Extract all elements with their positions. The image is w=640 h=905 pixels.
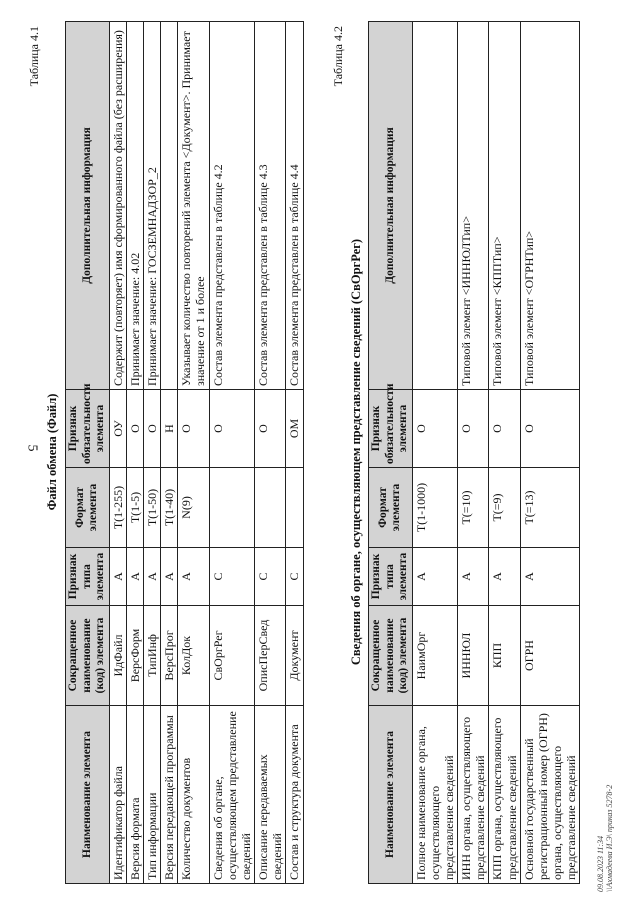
cell: О (412, 390, 457, 468)
cell: ТипИнф (144, 606, 161, 706)
cell: T(1-1000) (412, 468, 457, 548)
footer-line: 09.08.2023 11:34 (595, 835, 605, 892)
header-cell: Сокращенное наименование (код) элемента (369, 606, 413, 706)
cell: С (255, 548, 286, 606)
cell: О (178, 390, 209, 468)
footer-note (596, 785, 615, 892)
cell: ИНН органа, осуществляющего представление сведений (458, 706, 489, 884)
cell: Основной государственный регистрационный номер (ОГРН) органа, осуществляющего представление сведений (520, 706, 580, 884)
cell: ОМ (286, 390, 303, 468)
cell: Документ (286, 606, 303, 706)
table2 (368, 21, 580, 884)
header-cell: Сокращенное наименование (код) элемента (66, 606, 110, 706)
cell: T(=13) (520, 468, 580, 548)
cell: А (412, 548, 457, 606)
table-row (144, 22, 161, 884)
table2-caption: Таблица 4.2 (331, 26, 345, 87)
cell: Н (161, 390, 178, 468)
header-cell: Признак обязательности элемента (66, 390, 110, 468)
table1-caption: Таблица 4.1 (27, 26, 41, 87)
cell: О (520, 390, 580, 468)
table-row (255, 22, 286, 884)
cell: А (458, 548, 489, 606)
table-row (209, 22, 254, 884)
cell: А (161, 548, 178, 606)
cell: T(1-255) (109, 468, 126, 548)
table-row (458, 22, 489, 884)
cell: ИдФайл (109, 606, 126, 706)
cell: Состав элемента представлен в таблице 4.2 (209, 22, 254, 390)
table1 (65, 21, 304, 884)
cell: Количество документов (178, 706, 209, 884)
cell (209, 468, 254, 548)
cell: Состав и структура документа (286, 706, 303, 884)
cell (161, 22, 178, 390)
cell: T(=10) (458, 468, 489, 548)
cell: Указывает количество повторений элемента <Документ>. Принимает значение от 1 и более (178, 22, 209, 390)
page-number: 5 (24, 444, 40, 452)
cell: N(9) (178, 468, 209, 548)
cell: НаимОрг (412, 606, 457, 706)
cell: А (144, 548, 161, 606)
cell: О (255, 390, 286, 468)
table-row (489, 22, 520, 884)
table-row (109, 22, 126, 884)
cell: ОГРН (520, 606, 580, 706)
header-cell: Наименование элемента (369, 706, 413, 884)
header-cell: Формат элемента (369, 468, 413, 548)
header-cell: Наименование элемента (66, 706, 110, 884)
cell: КПП (489, 606, 520, 706)
cell: А (109, 548, 126, 606)
cell: О (458, 390, 489, 468)
header-cell: Дополнительная информация (66, 22, 110, 390)
cell: Содержит (повторяет) имя сформированного файла (без расширения) (109, 22, 126, 390)
table2-header-row (369, 22, 413, 884)
cell: T(1-5) (126, 468, 143, 548)
cell: ИННЮЛ (458, 606, 489, 706)
cell: О (209, 390, 254, 468)
table1-header-row (66, 22, 110, 884)
cell: Состав элемента представлен в таблице 4.4 (286, 22, 303, 390)
table-row (178, 22, 209, 884)
cell: ВерсФорм (126, 606, 143, 706)
table-row (126, 22, 143, 884)
cell: Типовой элемент <ИННЮЛТип> (458, 22, 489, 390)
cell: ОУ (109, 390, 126, 468)
cell: T(1-50) (144, 468, 161, 548)
cell: Тип информации (144, 706, 161, 884)
cell: Типовой элемент <КППТип> (489, 22, 520, 390)
cell (412, 22, 457, 390)
table-row (520, 22, 580, 884)
cell: Принимает значение: 4.02 (126, 22, 143, 390)
cell: Принимает значение: ГОСЗЕМНАДЗОР_2 (144, 22, 161, 390)
cell: Версия передающей программы (161, 706, 178, 884)
table2-title: Сведения об органе, осуществляющем представление сведений (СвОргРег) (349, 238, 363, 666)
header-cell: Признак обязательности элемента (369, 390, 413, 468)
cell: С (286, 548, 303, 606)
cell: Типовой элемент <ОГРНТип> (520, 22, 580, 390)
footer-line: \\Ахмадеева И.Э\ приказ 5278-2 (605, 784, 615, 892)
cell: Состав элемента представлен в таблице 4.3 (255, 22, 286, 390)
cell: ОписПерСвед (255, 606, 286, 706)
table-row (286, 22, 303, 884)
cell: T(1-40) (161, 468, 178, 548)
cell: Идентификатор файла (109, 706, 126, 884)
cell: Сведения об органе, осуществляющем представление сведений (209, 706, 254, 884)
cell: С (209, 548, 254, 606)
cell: КПП органа, осуществляющего представление сведений (489, 706, 520, 884)
cell (286, 468, 303, 548)
cell: Полное наименование органа, осуществляющего представление сведений (412, 706, 457, 884)
table1-title: Файл обмена (Файл) (45, 393, 59, 511)
rotated-page (25, 12, 615, 892)
cell: ВерсПрог (161, 606, 178, 706)
cell: А (489, 548, 520, 606)
cell: А (126, 548, 143, 606)
cell: Описание передаваемых сведений (255, 706, 286, 884)
cell: Версия формата (126, 706, 143, 884)
cell: О (144, 390, 161, 468)
table-row (412, 22, 457, 884)
cell: А (178, 548, 209, 606)
header-cell: Дополнительная информация (369, 22, 413, 390)
cell: О (126, 390, 143, 468)
cell (255, 468, 286, 548)
table-row (161, 22, 178, 884)
header-cell: Признак типа элемента (66, 548, 110, 606)
header-cell: Формат элемента (66, 468, 110, 548)
cell: T(=9) (489, 468, 520, 548)
header-cell: Признак типа элемента (369, 548, 413, 606)
cell: СвОргРег (209, 606, 254, 706)
cell: О (489, 390, 520, 468)
cell: КолДок (178, 606, 209, 706)
cell: А (520, 548, 580, 606)
